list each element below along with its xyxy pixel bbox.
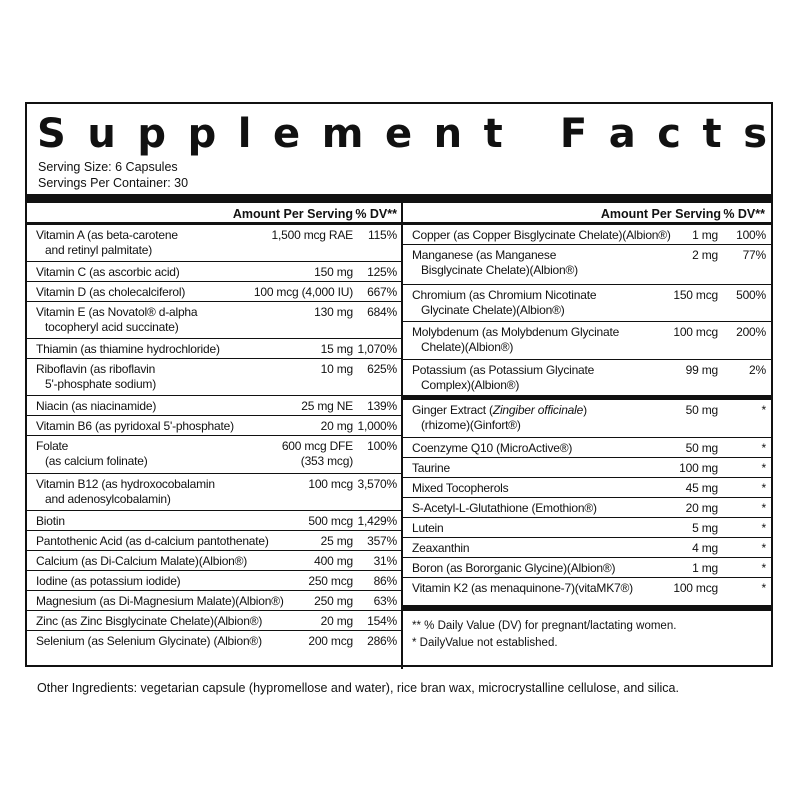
title-letter: F	[559, 111, 588, 157]
nutrient-amount-line: 10 mg	[320, 362, 353, 376]
title-letter: s	[743, 111, 767, 157]
nutrient-amount	[321, 362, 353, 377]
nutrient-dv: 139%	[367, 399, 397, 413]
title-letter	[524, 110, 538, 158]
nutrient-name-line: Taurine	[412, 461, 450, 475]
nutrient-row	[403, 518, 773, 538]
nutrient-amount	[308, 574, 353, 589]
nutrient-amount-line: 25 mg	[320, 534, 353, 548]
nutrient-amount-line: 2 mg	[692, 248, 718, 262]
nutrient-row	[27, 474, 401, 511]
nutrient-name	[412, 363, 594, 393]
title-letter: m	[321, 111, 364, 157]
nutrient-amount	[308, 477, 353, 492]
nutrient-row	[27, 262, 401, 282]
nutrient-name	[412, 403, 587, 433]
nutrient-amount-line: 99 mg	[685, 363, 718, 377]
title-letter: p	[187, 111, 217, 157]
right-column-header	[403, 203, 773, 225]
nutrient-name-line: Magnesium (as Di-Magnesium Malate)(Albion®)	[36, 594, 284, 608]
nutrient-name	[36, 228, 178, 258]
nutrient-amount-line: (353 mcg)	[300, 454, 353, 468]
nutrient-amount-line: 4 mg	[692, 541, 718, 555]
nutrient-row	[27, 531, 401, 551]
nutrient-name	[36, 477, 215, 507]
nutrient-dv: 77%	[742, 248, 766, 262]
nutrient-amount	[686, 441, 718, 456]
nutrient-name-line: Iodine (as potassium iodide)	[36, 574, 181, 588]
nutrient-name-line: Vitamin C (as ascorbic acid)	[36, 265, 180, 279]
nutrient-amount-line: 45 mg	[685, 481, 718, 495]
nutrient-amount-line: 100 mcg	[673, 325, 718, 339]
nutrient-name	[36, 342, 220, 357]
left-column-header	[27, 203, 401, 225]
nutrient-name	[36, 634, 262, 649]
nutrient-row	[403, 360, 773, 396]
nutrient-amount	[314, 265, 353, 280]
nutrient-name-line: Riboflavin (as riboflavin	[36, 362, 156, 376]
nutrient-name-line: Selenium (as Selenium Glycinate) (Albion®)	[36, 634, 262, 648]
nutrient-amount	[686, 363, 718, 378]
nutrient-amount-line: 130 mg	[314, 305, 353, 319]
nutrient-amount-line: 100 mg	[679, 461, 718, 475]
servings-per-container: Servings Per Container: 30	[38, 176, 189, 190]
nutrient-dv: 100%	[736, 228, 766, 242]
nutrient-amount-line: 1 mg	[692, 228, 718, 242]
nutrient-row	[403, 578, 773, 598]
nutrient-amount	[321, 342, 353, 357]
nutrient-name-line: Bisglycinate Chelate)(Albion®)	[421, 263, 578, 277]
thick-divider	[27, 194, 771, 203]
title-letter: e	[384, 111, 413, 157]
nutrient-name-line: Molybdenum (as Molybdenum Glycinate	[412, 325, 620, 339]
nutrient-row	[403, 558, 773, 578]
nutrient-dv: 86%	[373, 574, 397, 588]
nutrient-name-line: Lutein	[412, 521, 444, 535]
nutrient-dv: *	[761, 581, 766, 595]
nutrient-dv: 1,070%	[357, 342, 397, 356]
nutrient-amount	[282, 439, 353, 469]
nutrient-dv: 684%	[367, 305, 397, 319]
nutrient-amount	[314, 594, 353, 609]
nutrient-name	[412, 288, 596, 318]
nutrient-name	[36, 362, 156, 392]
other-ingredients: Other Ingredients: vegetarian capsule (hypromellose and water), rice bran wax, microcrystalline cellulose, and silica.	[37, 681, 679, 695]
nutrient-row	[403, 438, 773, 458]
nutrient-row	[27, 511, 401, 531]
nutrient-amount	[692, 248, 718, 263]
nutrient-amount-line: 50 mg	[685, 441, 718, 455]
nutrient-dv: 286%	[367, 634, 397, 648]
title-letter: t	[702, 111, 722, 157]
title-letter: a	[608, 111, 636, 157]
nutrient-name-line: Pantothenic Acid (as d-calcium pantothenate)	[36, 534, 269, 548]
nutrient-name	[36, 399, 156, 414]
nutrient-amount	[308, 634, 353, 649]
nutrient-row	[27, 396, 401, 416]
nutrient-amount	[272, 228, 353, 243]
nutrient-amount-line: 20 mg	[685, 501, 718, 515]
nutrient-name-line: Vitamin A (as beta-carotene	[36, 228, 178, 242]
nutrient-amount-line: 400 mg	[314, 554, 353, 568]
nutrient-name	[412, 228, 671, 243]
nutrient-name-line: Folate	[36, 439, 69, 453]
nutrient-name-line: and retinyl palmitate)	[45, 243, 152, 257]
nutrient-name	[36, 419, 234, 434]
nutrient-amount	[321, 419, 353, 434]
title-letter: p	[137, 111, 167, 157]
nutrient-name-line: Coenzyme Q10 (MicroActive®)	[412, 441, 573, 455]
nutrient-amount-line: 1 mg	[692, 561, 718, 575]
nutrient-amount-line: 100 mcg	[308, 477, 353, 491]
nutrient-name	[36, 614, 262, 629]
nutrient-dv: *	[761, 501, 766, 515]
nutrient-dv: 31%	[373, 554, 397, 568]
nutrient-row	[27, 302, 401, 339]
nutrient-amount	[686, 501, 718, 516]
nutrient-amount	[686, 481, 718, 496]
nutrient-row	[27, 631, 401, 651]
nutrient-dv: *	[761, 403, 766, 417]
nutrient-amount	[673, 325, 718, 340]
nutrient-row	[403, 285, 773, 322]
nutrient-name-line: Vitamin E (as Novatol® d-alpha	[36, 305, 198, 319]
nutrient-name-line: Niacin (as niacinamide)	[36, 399, 157, 413]
nutrient-name-line: 5'-phosphate sodium)	[45, 377, 157, 391]
nutrient-dv: *	[761, 541, 766, 555]
nutrient-amount-line: 500 mcg	[308, 514, 353, 528]
nutrient-amount	[254, 285, 353, 300]
nutrient-dv: 625%	[367, 362, 397, 376]
nutrient-amount-line: 600 mcg DFE	[281, 439, 353, 453]
supplement-facts-panel	[25, 102, 773, 667]
nutrient-amount-line: 15 mg	[320, 342, 353, 356]
title-letter: e	[273, 111, 301, 157]
nutrient-name-line: Calcium (as Di-Calcium Malate)(Albion®)	[36, 554, 248, 568]
nutrient-amount-line: 50 mg	[685, 403, 718, 417]
nutrient-name-line: Vitamin B12 (as hydroxocobalamin	[36, 477, 215, 491]
nutrient-dv: 357%	[367, 534, 397, 548]
nutrient-amount-line: 150 mg	[314, 265, 353, 279]
left-nutrient-column	[27, 225, 401, 651]
nutrient-amount	[314, 305, 353, 320]
nutrient-dv: 154%	[367, 614, 397, 628]
nutrient-name	[36, 594, 284, 609]
nutrient-name	[412, 561, 615, 576]
nutrient-amount	[692, 561, 718, 576]
nutrient-name-line: tocopheryl acid succinate)	[45, 320, 179, 334]
dv-header: % DV**	[723, 207, 765, 221]
nutrient-name	[36, 439, 148, 469]
nutrient-name	[412, 461, 450, 476]
nutrient-name	[36, 574, 180, 589]
footnote-not-established: * DailyValue not established.	[412, 637, 558, 649]
nutrient-dv: 667%	[367, 285, 397, 299]
nutrient-amount-line: 5 mg	[692, 521, 718, 535]
footnote-divider	[403, 605, 773, 611]
nutrient-dv: 3,570%	[357, 477, 397, 491]
nutrient-name	[412, 521, 444, 536]
nutrient-row	[27, 591, 401, 611]
nutrient-row	[403, 322, 773, 360]
nutrient-amount	[321, 534, 353, 549]
nutrient-amount-line: 25 mg NE	[301, 399, 353, 413]
nutrient-name-line: Boron (as Bororganic Glycine)(Albion®)	[412, 561, 616, 575]
title-letter: l	[237, 111, 252, 157]
nutrient-amount-line: 1,500 mcg RAE	[271, 228, 353, 242]
nutrient-name	[36, 534, 269, 549]
nutrient-row	[27, 571, 401, 591]
amount-header: Amount Per Serving	[232, 207, 353, 221]
nutrient-dv: *	[761, 461, 766, 475]
nutrient-name	[412, 441, 572, 456]
title-letter: S	[37, 111, 66, 157]
nutrient-dv: 63%	[373, 594, 397, 608]
nutrient-name-line: Complex)(Albion®)	[421, 378, 520, 392]
nutrient-amount	[314, 554, 353, 569]
nutrient-dv: 1,429%	[357, 514, 397, 528]
nutrient-name	[412, 501, 597, 516]
nutrient-name	[36, 265, 180, 280]
nutrient-name-line: Chelate)(Albion®)	[421, 340, 514, 354]
nutrient-name-line: Copper (as Copper Bisglycinate Chelate)(Albion®)	[412, 228, 671, 242]
nutrient-name-line: and adenosylcobalamin)	[45, 492, 171, 506]
nutrient-row	[27, 551, 401, 571]
nutrient-amount	[692, 541, 718, 556]
nutrient-name-line: Mixed Tocopherols	[412, 481, 509, 495]
right-nutrient-column	[403, 225, 773, 598]
nutrient-dv: 125%	[367, 265, 397, 279]
nutrient-name	[36, 305, 197, 335]
nutrient-amount	[673, 288, 718, 303]
nutrient-amount	[692, 228, 718, 243]
nutrient-dv: 1,000%	[357, 419, 397, 433]
nutrient-dv: 200%	[736, 325, 766, 339]
nutrient-name	[412, 325, 619, 355]
nutrient-amount-line: 250 mg	[314, 594, 353, 608]
nutrient-amount-line: 150 mcg	[673, 288, 718, 302]
nutrient-name-line: Glycinate Chelate)(Albion®)	[421, 303, 565, 317]
nutrient-name	[36, 514, 65, 529]
nutrient-name-line: Zeaxanthin	[412, 541, 470, 555]
nutrient-name	[412, 248, 578, 278]
nutrient-name-line: Zinc (as Zinc Bisglycinate Chelate)(Albion®)	[36, 614, 263, 628]
nutrient-amount	[692, 521, 718, 536]
nutrient-row	[403, 458, 773, 478]
nutrient-row	[403, 478, 773, 498]
serving-size: Serving Size: 6 Capsules	[38, 160, 178, 174]
nutrient-row	[27, 225, 401, 262]
nutrient-row	[27, 611, 401, 631]
nutrient-amount	[308, 514, 353, 529]
nutrient-name	[36, 554, 247, 569]
nutrient-dv: *	[761, 441, 766, 455]
nutrient-name-line: Manganese (as Manganese	[412, 248, 557, 262]
nutrient-name	[412, 541, 469, 556]
nutrient-dv: 115%	[367, 228, 397, 242]
nutrient-row	[27, 282, 401, 302]
nutrient-amount-line: 100 mcg	[673, 581, 718, 595]
nutrient-dv: *	[761, 561, 766, 575]
nutrient-amount-line: 20 mg	[320, 419, 353, 433]
nutrient-row	[27, 359, 401, 396]
nutrient-row	[27, 416, 401, 436]
footnote-dv: ** % Daily Value (DV) for pregnant/lactating women.	[412, 620, 677, 632]
nutrient-name	[412, 481, 508, 496]
nutrient-amount	[321, 614, 353, 629]
nutrient-dv: *	[761, 481, 766, 495]
nutrient-row	[403, 225, 773, 245]
dv-header: % DV**	[355, 207, 397, 221]
nutrient-amount-line: 20 mg	[320, 614, 353, 628]
nutrient-name-line: Ginger Extract (Zingiber officinale)	[412, 403, 587, 417]
nutrient-row	[27, 436, 401, 474]
nutrient-dv: 2%	[749, 363, 766, 377]
nutrient-name-line: Vitamin D (as cholecalciferol)	[36, 285, 186, 299]
nutrient-row	[403, 538, 773, 558]
title-letter: u	[87, 111, 116, 157]
nutrient-name-line: Biotin	[36, 514, 65, 528]
nutrient-name	[412, 581, 633, 596]
nutrient-name-line: Vitamin B6 (as pyridoxal 5'-phosphate)	[36, 419, 234, 433]
nutrient-amount-line: 200 mcg	[308, 634, 353, 648]
nutrient-row	[403, 245, 773, 285]
nutrient-row	[403, 498, 773, 518]
panel-title	[37, 110, 767, 158]
nutrient-amount	[301, 399, 353, 414]
nutrient-amount-line: 250 mcg	[308, 574, 353, 588]
nutrient-name-line: Chromium (as Chromium Nicotinate	[412, 288, 597, 302]
nutrient-name-line: Vitamin K2 (as menaquinone-7)(vitaMK7®)	[412, 581, 633, 595]
title-letter: t	[483, 111, 503, 157]
nutrient-dv: *	[761, 521, 766, 535]
nutrient-dv: 500%	[736, 288, 766, 302]
nutrient-row	[27, 339, 401, 359]
nutrient-name-line: (rhizome)(Ginfort®)	[421, 418, 521, 432]
nutrient-row	[403, 400, 773, 438]
nutrient-amount	[679, 461, 718, 476]
title-letter: n	[433, 111, 463, 157]
title-letter: c	[657, 111, 681, 157]
nutrient-amount	[673, 581, 718, 596]
nutrient-dv: 100%	[367, 439, 397, 453]
nutrient-amount	[686, 403, 718, 418]
nutrient-name-line: Thiamin (as thiamine hydrochloride)	[36, 342, 220, 356]
nutrient-name-line: Potassium (as Potassium Glycinate	[412, 363, 595, 377]
nutrient-amount-line: 100 mcg (4,000 IU)	[253, 285, 353, 299]
nutrient-name-line: S-Acetyl-L-Glutathione (Emothion®)	[412, 501, 597, 515]
amount-header: Amount Per Serving	[600, 207, 721, 221]
nutrient-name	[36, 285, 185, 300]
nutrient-name-line: (as calcium folinate)	[45, 454, 148, 468]
